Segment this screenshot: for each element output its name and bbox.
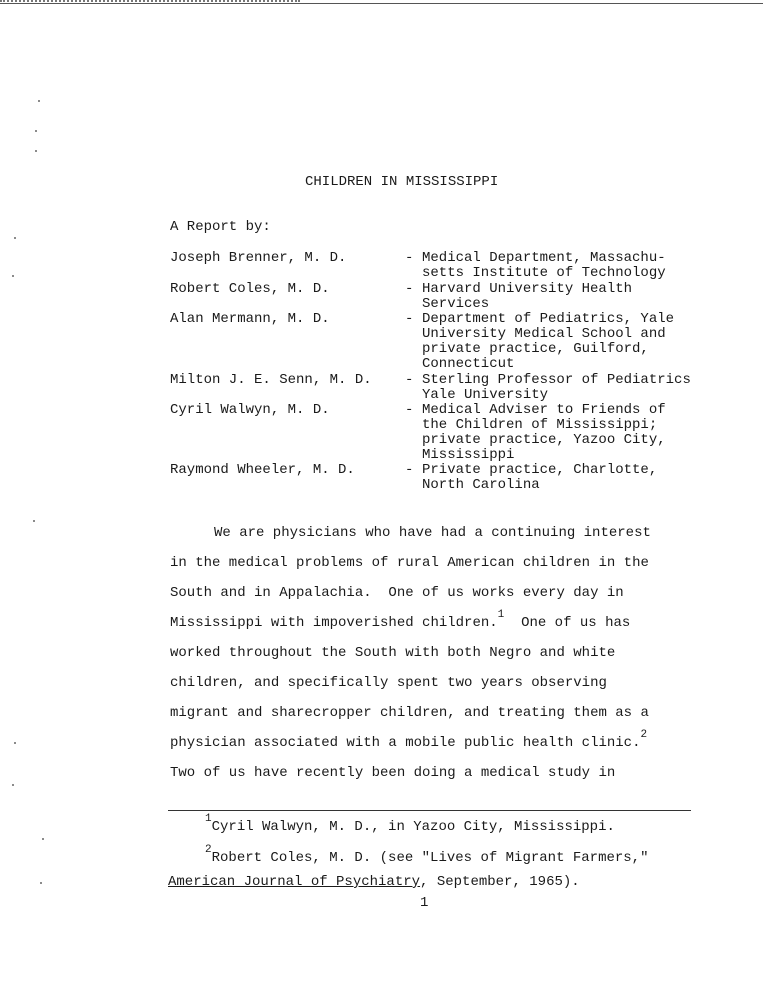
- author-name: Cyril Walwyn, M. D.: [170, 402, 330, 418]
- author-affiliation-line: setts Institute of Technology: [422, 265, 666, 281]
- paragraph-line: We are physicians who have had a continuing interest: [214, 525, 651, 541]
- author-affiliation-line: Yale University: [422, 387, 549, 403]
- footnote-2-continued: [168, 874, 580, 890]
- body-paragraph: [170, 524, 710, 794]
- scan-speck: [35, 150, 37, 152]
- scan-speck: [35, 130, 37, 132]
- footnote-reference: 1: [497, 609, 505, 621]
- author-name: Alan Mermann, M. D.: [170, 311, 330, 327]
- footnote-divider: [168, 810, 691, 811]
- author-dash: -: [405, 402, 414, 418]
- author-name: Milton J. E. Senn, M. D.: [170, 372, 372, 388]
- footnote-reference: 2: [640, 729, 648, 741]
- author-dash: -: [405, 462, 414, 478]
- paragraph-line-text: One of us has: [504, 615, 631, 631]
- author-affiliation-line: Medical Department, Massachu-: [422, 250, 666, 266]
- author-affiliation-line: Department of Pediatrics, Yale: [422, 311, 675, 327]
- paragraph-line: migrant and sharecropper children, and treating them as a: [170, 705, 649, 721]
- author-affiliation-line: private practice, Yazoo City,: [422, 432, 666, 448]
- paragraph-line: Two of us have recently been doing a medical study in: [170, 765, 616, 781]
- scan-speck: [38, 100, 40, 102]
- footnote-2: [205, 844, 649, 867]
- paragraph-line-text: physician associated with a mobile public health clinic.: [170, 735, 641, 751]
- author-name: Robert Coles, M. D.: [170, 281, 330, 297]
- footnote-text: , September, 1965).: [420, 874, 580, 890]
- paragraph-line: children, and specifically spent two years observing: [170, 675, 607, 691]
- scan-speck: [12, 275, 14, 277]
- paragraph-line: [170, 729, 710, 764]
- scan-speck: [42, 838, 44, 840]
- page-title: CHILDREN IN MISSISSIPPI: [305, 174, 499, 190]
- author-affiliation-line: Private practice, Charlotte,: [422, 462, 658, 478]
- author-dash: -: [405, 311, 414, 327]
- author-dash: -: [405, 250, 414, 266]
- author-affiliation-line: Connecticut: [422, 356, 515, 372]
- scan-border-line: [0, 3, 763, 4]
- footnote-text: Robert Coles, M. D. (see "Lives of Migrant Farmers,": [211, 850, 649, 866]
- scan-border-dots: [0, 0, 300, 2]
- author-affiliation-line: Harvard University Health: [422, 281, 633, 297]
- report-by-label: A Report by:: [170, 219, 271, 235]
- author-affiliation-line: University Medical School and: [422, 326, 666, 342]
- author-affiliation-line: private practice, Guilford,: [422, 341, 649, 357]
- page-number: 1: [420, 895, 429, 911]
- paragraph-line: [170, 609, 710, 644]
- scan-speck: [40, 882, 42, 884]
- scan-speck: [12, 784, 14, 786]
- footnote-marker: 2: [205, 844, 212, 856]
- author-affiliation-line: Medical Adviser to Friends of: [422, 402, 666, 418]
- scan-speck: [14, 237, 16, 239]
- author-affiliation-line: Sterling Professor of Pediatrics: [422, 372, 691, 388]
- paragraph-line: in the medical problems of rural American children in the: [170, 555, 649, 571]
- footnote-marker: 1: [205, 813, 212, 825]
- author-affiliation-line: Mississippi: [422, 447, 515, 463]
- author-affiliation-line: Services: [422, 296, 490, 312]
- footnote-text: Cyril Walwyn, M. D., in Yazoo City, Mississippi.: [211, 819, 615, 835]
- author-dash: -: [405, 372, 414, 388]
- journal-title: American Journal of Psychiatry: [168, 874, 421, 890]
- paragraph-line-text: Mississippi with impoverished children.: [170, 615, 498, 631]
- author-affiliation-line: North Carolina: [422, 477, 540, 493]
- paragraph-line: worked throughout the South with both Negro and white: [170, 645, 616, 661]
- author-name: Raymond Wheeler, M. D.: [170, 462, 355, 478]
- scan-speck: [33, 520, 35, 522]
- footnote-1: [205, 813, 615, 836]
- author-affiliation-line: the Children of Mississippi;: [422, 417, 658, 433]
- scan-speck: [14, 742, 16, 744]
- author-dash: -: [405, 281, 414, 297]
- paragraph-line: South and in Appalachia. One of us works every day in: [170, 585, 624, 601]
- author-name: Joseph Brenner, M. D.: [170, 250, 347, 266]
